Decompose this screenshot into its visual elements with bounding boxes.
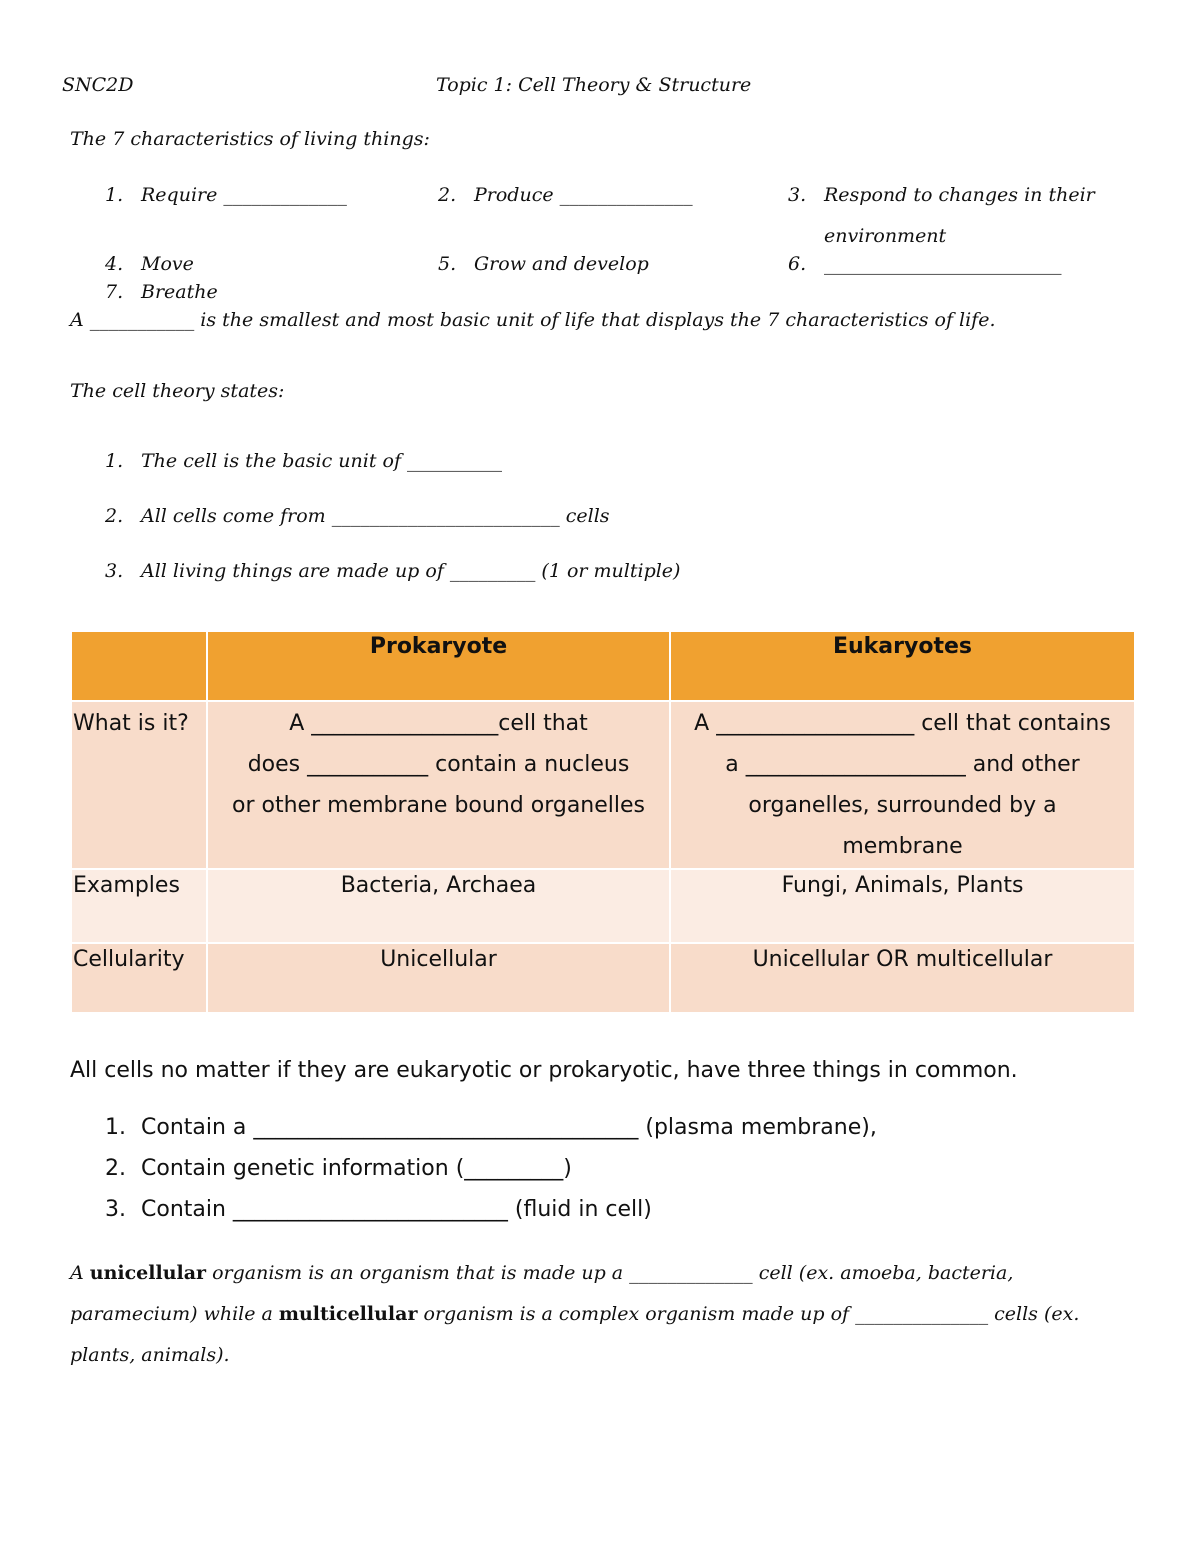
table-cell: Unicellular <box>207 943 670 1013</box>
cell-comparison-table <box>70 630 1136 1014</box>
cell-definition: A ___________ is the smallest and most basic unit of life that displays the 7 characteristics of life. <box>70 309 996 331</box>
table-row <box>71 943 1135 1013</box>
table-header-prokaryote: Prokaryote <box>207 631 670 701</box>
table-cell: Fungi, Animals, Plants <box>670 869 1135 943</box>
row-label: What is it? <box>73 711 189 736</box>
table-cell: Bacteria, Archaea <box>207 869 670 943</box>
table-row <box>71 869 1135 943</box>
characteristic-item: 5. Grow and develop <box>438 253 649 275</box>
table-header-blank <box>71 631 207 701</box>
characteristic-item: 1. Require _____________ <box>105 184 347 206</box>
cell-theory-heading: The cell theory states: <box>70 380 285 402</box>
table-row <box>71 701 1135 869</box>
cell-theory-item: 1. The cell is the basic unit of __________ <box>105 450 503 472</box>
course-code: SNC2D <box>62 74 134 96</box>
cell-theory-item: 2. All cells come from ________________________ cells <box>105 505 610 527</box>
common-intro: All cells no matter if they are eukaryotic or prokaryotic, have three things in common. <box>70 1058 1018 1083</box>
characteristic-item: 2. Produce ______________ <box>438 184 693 206</box>
characteristics-heading: The 7 characteristics of living things: <box>70 128 430 150</box>
characteristic-item: 7. Breathe <box>105 281 218 303</box>
common-item: 1. Contain a ___________________________________ (plasma membrane), <box>105 1115 877 1140</box>
characteristic-item: 6. _________________________ <box>788 253 1062 275</box>
page-title: Topic 1: Cell Theory & Structure <box>436 74 752 96</box>
table-cell: A __________________ cell that contains a ____________________ and other organelles, surrounded by a membrane <box>670 701 1135 869</box>
closing-paragraph: A unicellular organism is an organism that is made up a _____________ cell (ex. amoeba, bacteria, paramecium) while a multicellular organism is a complex organism made up of ______________ cells (ex. plants, animals). <box>70 1262 1080 1366</box>
characteristic-item: 4. Move <box>105 253 194 275</box>
common-item: 3. Contain _________________________ (fluid in cell) <box>105 1197 652 1222</box>
cell-theory-item: 3. All living things are made up of _________ (1 or multiple) <box>105 560 681 582</box>
common-item: 2. Contain genetic information (_________) <box>105 1156 572 1181</box>
characteristic-item: 3. Respond to changes in their environment <box>788 184 1095 247</box>
row-label: Examples <box>73 873 180 898</box>
table-cell: Unicellular OR multicellular <box>670 943 1135 1013</box>
table-cell: A _________________cell that does ___________ contain a nucleus or other membrane bound organelles <box>207 701 670 869</box>
table-header-eukaryotes: Eukaryotes <box>670 631 1135 701</box>
row-label: Cellularity <box>73 947 185 972</box>
